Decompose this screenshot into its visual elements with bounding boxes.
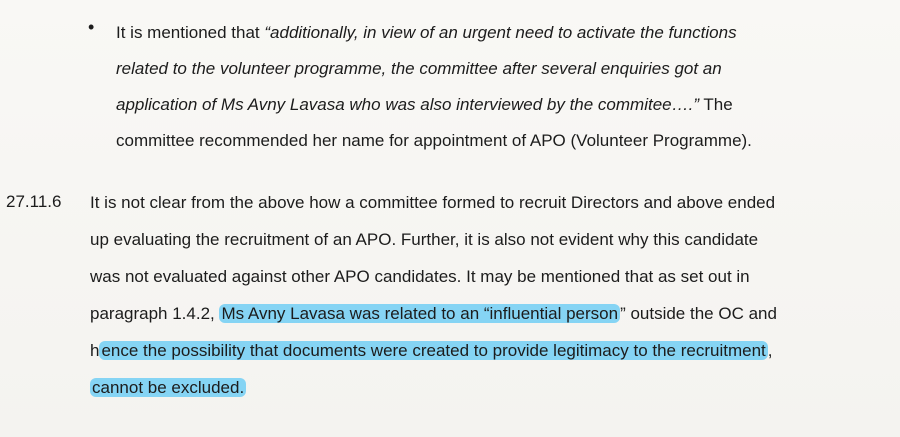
- bullet-paragraph: [116, 15, 886, 159]
- paragraph-line-4: [90, 295, 890, 332]
- bullet-line-2: [116, 51, 886, 87]
- bullet-point: •: [88, 17, 95, 37]
- highlighted-text: cannot be excluded.: [92, 378, 245, 397]
- highlighted-text: Ms Avny Lavasa was related to an “influential person: [221, 304, 619, 323]
- quote-span: application of Ms Avny Lavasa who was also interviewed by the commitee….”: [116, 95, 699, 114]
- text-span: committee recommended her name for appointment of APO (Volunteer Programme).: [116, 131, 752, 150]
- text-span: paragraph 1.4.2,: [90, 304, 220, 323]
- text-span: It is not clear from the above how a committee formed to recruit Directors and above ended: [90, 193, 776, 212]
- paragraph-line-1: [90, 184, 890, 221]
- text-span: It is mentioned that: [116, 23, 265, 42]
- text-span: ” outside the OC and: [620, 304, 777, 323]
- paragraph-line-3: [90, 258, 890, 295]
- quote-span: related to the volunteer programme, the committee after several enquiries got an: [116, 59, 722, 78]
- bullet-line-3: [116, 87, 886, 123]
- paragraph-line-5: [90, 332, 890, 369]
- text-span: The: [699, 95, 733, 114]
- highlighted-text: ence the possibility that documents were created to provide legitimacy to the recruitment: [101, 341, 766, 360]
- text-span: h: [90, 341, 100, 360]
- paragraph-line-6: [90, 369, 890, 406]
- paragraph-line-2: [90, 221, 890, 258]
- text-span: ,: [767, 341, 773, 360]
- bullet-line-1: [116, 15, 886, 51]
- numbered-paragraph: [90, 184, 890, 406]
- text-span: up evaluating the recruitment of an APO. Further, it is also not evident why this candidate: [90, 230, 759, 249]
- quote-span: “additionally, in view of an urgent need to activate the functions: [264, 23, 737, 42]
- bullet-line-4: [116, 123, 886, 159]
- text-span: was not evaluated against other APO candidates. It may be mentioned that as set out in: [90, 267, 750, 286]
- paragraph-number: 27.11.6: [6, 192, 62, 211]
